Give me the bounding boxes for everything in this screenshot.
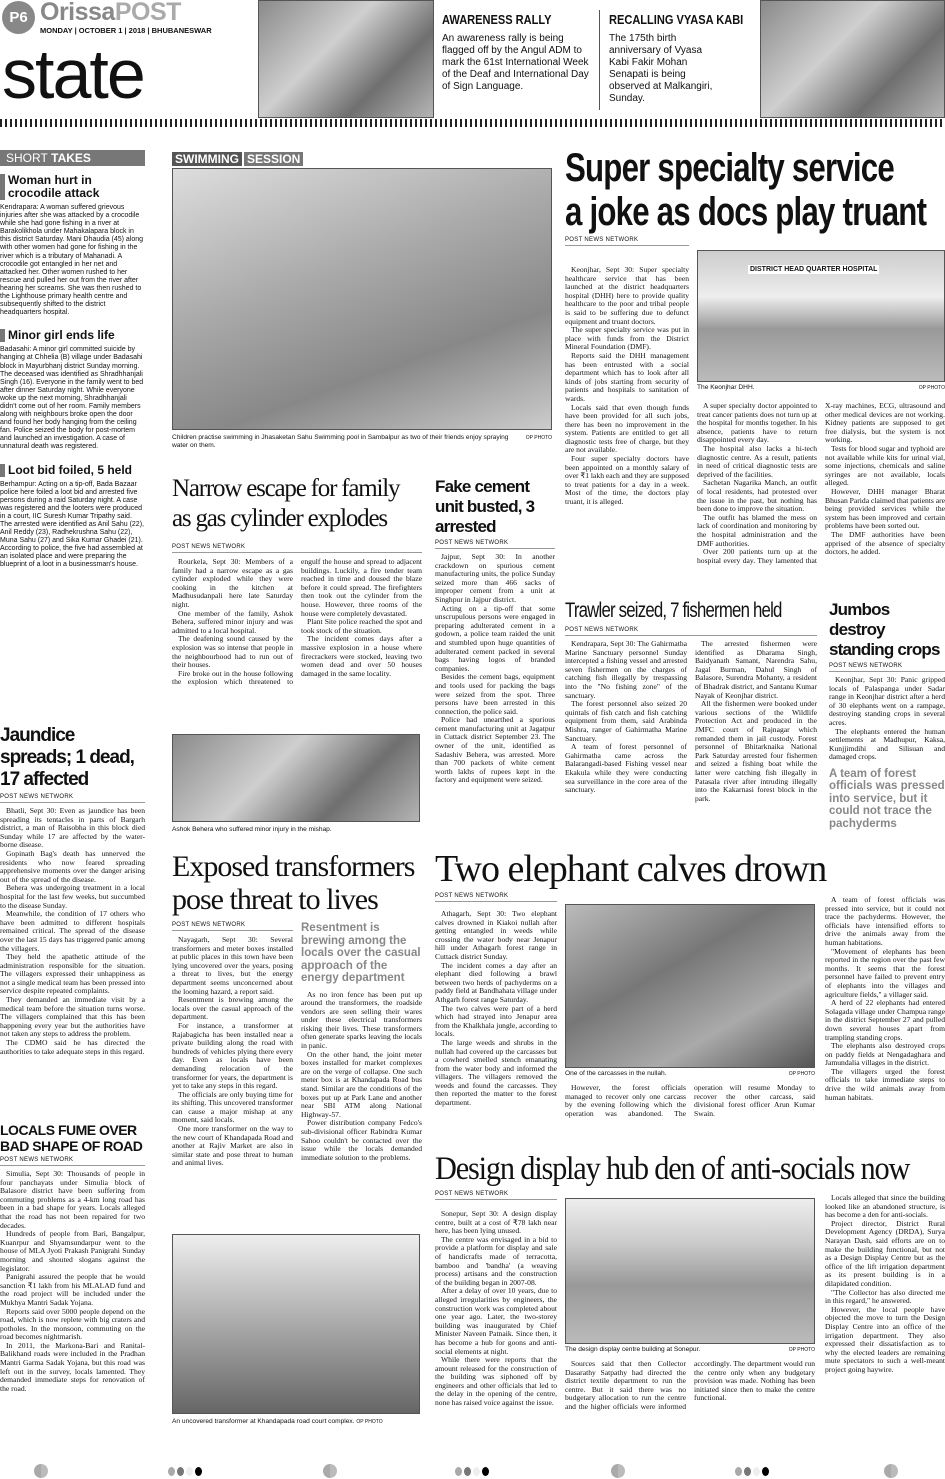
byline: POST NEWS NETWORK	[435, 1191, 557, 1200]
paragraph: After a delay of over 10 years, due to alleged irregularities by engineers, the construction work was completed about one year ago. Later, the two-storey building was inaugurated by Chief Minister Naveen Patnaik. Since then, it has become a hub for goons and anti-social elements at night.	[435, 1286, 557, 1356]
hospital-sign: DISTRICT HEAD QUARTER HOSPITAL	[750, 266, 878, 273]
paragraph: The officials are only buying time for its shifting. This uncovered transformer can cause a major mishap at any moment, said locals.	[172, 1089, 293, 1125]
story-body-continued	[825, 1194, 945, 1440]
paragraph: The villagers urged the forest officials to take immediate steps to drive the wild animals away from human habitats.	[825, 1066, 945, 1102]
color-bar	[455, 1467, 489, 1476]
registration-mark	[884, 1464, 898, 1478]
teaser-text: The 175th birth anniversary of Vyasa Kabi Fakir Mohan Senapati is being observed at Malkangiri, Sunday.	[609, 33, 713, 104]
paragraph: The CDMO said he has directed the authorities to take adequate steps in this regard.	[0, 1038, 145, 1056]
paragraph: Gopinath Bag's death has unnerved the residents who now feared spreading apprehensive moments over the danger arising out of the spread of the disease.	[0, 848, 145, 884]
building-photo	[565, 1198, 815, 1344]
byline: POST NEWS NETWORK	[0, 794, 145, 803]
story-gas-cylinder	[172, 474, 422, 840]
photo-caption	[172, 434, 552, 450]
paragraph: The hospital also lacks a hi-tech diagnostic centre. As a result, patients in need of critical diagnostic tests are deprived of the facilities.	[697, 443, 817, 479]
paragraph: Police had unearthed a spurious cement manufacturing unit at Jagatpur in Cuttack district September 23. The owner of the unit, identified as Sadashiv Behera, was arrested. More than 700 packets of white cement worth lakhs of rupees kept in the factory and equipment were seized.	[435, 715, 555, 785]
headline: Narrow escape for family as gas cylinder explodes	[172, 475, 400, 532]
paragraph: The two calves were part of a herd which had strayed into Jenapur area from the Khalkhala jungle, according to locals.	[435, 1003, 557, 1039]
paragraph: All the fishermen were booked under various sections of the Wildlife Protection Act and produced in the JMFC court of Rajnagar which remanded them in jail custody. Forest personnel of Bhitarknaika National Park Saturday arrested four fishermen and seized a fishing boat while the latter were catching fish illegally in Patasala river after intruding illegally into the Kakarnasi forest block in the park.	[695, 699, 817, 803]
story-body-continued	[565, 1084, 815, 1140]
paragraph: Hundreds of people from Bari, Bangalpur, Kuanrpur and Shyamsundarpur went to the house of MLA Jyoti Prakash Panigrahi Sunday morning and shouted slogans against the legislator.	[0, 1229, 145, 1273]
brief-body: Badasahi: A minor girl committed suicide by hanging at Chhelia (B) village under Badasahi block in Mayurbhanj district Sunday morning. The deceased was identified as Shradhhanjali Singh (16). Everyone in the family went to bed after dinner Saturday night. While everyone woke up the next morning, Shradhhanjali didn't come out of her room. Family members along with neighbours broke open the door and found her body hanging from the ceiling fan. Police seized the body for post-mortem and launched an investigation. A case of unnatural death was registered.	[0, 346, 144, 451]
registration-mark	[323, 1464, 337, 1478]
headline: Two elephant calves drown	[435, 848, 827, 890]
paragraph: A herd of 22 elephants had entered Solagada village under Champua range in the district September 27 and pulled down several houses apart from trampling standing crops.	[825, 998, 945, 1042]
paragraph: Acting on a tip-off that some unscrupulous persons were engaged in preparing adulterated cement in a godown, a police team raided the unit and stumbled upon huge quantities of adulterated cement packed in several bags having logos of branded companies.	[435, 603, 555, 673]
paragraph: A super specialty doctor appointed to treat cancer patients does not turn up at the hospital for months together. In his absence, patients have to return disappointed every day.	[697, 401, 817, 445]
paragraph: Simulia, Sept 30: Thousands of people in four panchayats under Simulia block of Balasore district have been suffering from commuting problems as a 4-km long road has been in a bad shape for years. Locals alleged that the road has not been repaired for two decades.	[0, 1169, 145, 1230]
paragraph: Tests for blood sugar and typhoid are not available while kits for urinal vial, some injections, chemicals and saline syringes are not available, locals alleged.	[825, 443, 945, 488]
paragraph: Athagarh, Sept 30: Two elephant calves drowned in Kiakoi nullah after getting entangled in weeds while crossing the water body near Jenapur hill under Athagarh forest range in Cuttack district Sunday.	[435, 909, 557, 961]
story-body-continued	[565, 1360, 815, 1440]
teaser-title: AWARENESS RALLY	[442, 12, 552, 27]
teaser-text: An awareness rally is being flagged off by the Angul ADM to mark the 61st International Week of the Deaf and International Day of Sign Language.	[442, 33, 589, 92]
brand-logo-a: Orissa	[40, 0, 115, 26]
paragraph: The forest personnel also seized 20 quintals of fish catch and fish catching equipment from them, said Arabinda Mishra, ranger of Gahirmatha Marine Sanctuary.	[565, 699, 687, 743]
short-takes	[0, 150, 145, 715]
paragraph: However, the forest officials managed to recover only one carcass by the evening following which the operation was abandoned. The operation will resume Monday to recover the other carcass, said divisional forest officer Arun Kumar Swain.	[565, 1083, 815, 1118]
paragraph: The large weeds and shrubs in the nullah had covered up the carcasses but a cowherd smelled stench emanating from the water body and informed the villagers. The villagers removed the weeds and found the carcasses. They then reported the matter to the forest department.	[435, 1037, 557, 1108]
byline: POST NEWS NETWORK	[565, 237, 689, 246]
brief-headline: Woman hurt in crocodile attack	[0, 174, 145, 200]
paragraph: A team of forest personnel of Gahirmatha came across the Balarangadi-based Fishing vessel near Ekakula while they were conducting sea surveillance in the core area of the sanctuary.	[565, 742, 687, 795]
photo-label	[172, 152, 552, 166]
story-body	[829, 676, 945, 762]
registration-mark	[611, 1464, 625, 1478]
paragraph: Keonjhar, Sept 30: Panic gripped locals of Palaspanga under Sadar range in Keonjhar district after a herd of 30 elephants went on a rampage, destroying standing crops in several acres.	[829, 675, 945, 727]
paragraph: However, the local people have objected the move to turn the Design Display Centre into an office of the irrigation department. They also expressed their dissatisfaction as to why the elected leaders are remaining mute spectators to such a well-meant project going haywire.	[825, 1304, 945, 1374]
photo-label-b: SESSION	[244, 152, 303, 166]
paragraph: Keonjhar, Sept 30: Super specialty healthcare service that has been launched at the district headquarters hospital (DHH) here to provide quality healthcare to the poor and tribal people is said to be suffering due to defunct equipment and truant doctors.	[565, 265, 689, 326]
story-trawler	[565, 598, 817, 838]
pull-quote: A team of forest officials was pressed into service, but it could not trace the pachyderms	[829, 767, 945, 830]
brief-headline: Loot bid foiled, 5 held	[0, 464, 145, 477]
paragraph: The deafening sound caused by the explosion was so intense that people in the neighbourhood had to run out of their houses.	[172, 634, 293, 670]
swimming-photo	[172, 168, 552, 430]
page-number-badge: P6	[2, 1, 35, 34]
paragraph: On the other hand, the joint meter boxes installed for market complexes are on the verge of collapse. One such meter box is at Khandapada Road bus stand. Similar are the conditions of the boxes put up at Park Lane and another near SBI ATM along National Highway-57.	[301, 1049, 422, 1119]
paragraph: The centre was envisaged in a bid to provide a platform for display and sale of handicrafts made of terracotta, bamboo and 'bandha' (a weaving process) artisans and the construction of the building began in 2007-08.	[435, 1234, 557, 1287]
teaser-vyasa	[609, 12, 757, 116]
carcass-photo-block	[565, 904, 815, 1080]
byline: POST NEWS NETWORK	[0, 1157, 145, 1166]
paragraph: As no iron fence has been put up around the transformers, the roadside vendors are seen selling their wares under these electrical transformers risking their lives. These transformers often generate sparks leaving the locals in panic.	[301, 989, 422, 1051]
paragraph: One member of the family, Ashok Behera, suffered minor injury and was admitted to a local hospital.	[172, 608, 293, 635]
swimming-photo-feature	[172, 152, 552, 464]
paragraph: Panigrahi assured the people that he would sanction ₹1 lakh from his MLALAD fund and the road project will be included under the Mukhya Mantri Sadak Yojana.	[0, 1272, 145, 1307]
story-design-display	[435, 1150, 945, 1440]
paragraph: Bhatli, Sept 30: Even as jaundice has been spreading its tentacles in parts of Bargarh district, a man of Raisobha in this block died Sunday while 17 are affected by the water-borne disease.	[0, 806, 145, 850]
paragraph: For instance, a transformer at Rajabagicha has been installed near a private building along the road with hundreds of vehicles plying there every day. Even as locals have been demanding relocation of the transformer for years, the department is yet to take any steps in this regard.	[172, 1020, 293, 1091]
paragraph: Besides the cement bags, equipment and tools used for packing the bags were seized from the spot. Three persons have been arrested in this connection, the police said.	[435, 672, 555, 716]
headline: Exposed transformers pose threat to lives	[172, 850, 415, 916]
paragraph: Reports said over 5000 people depend on the road, which is now replete with big craters and potholes. In the monsoon, commuting on the road becomes nightmarish.	[0, 1306, 145, 1342]
paragraph: They held the apathetic attitude of the administration responsible for the situation. The villagers expressed their unhappiness as not a single medical team has been pressed into service despite repeated complaints.	[0, 952, 145, 996]
carcass-photo	[565, 904, 815, 1068]
photo-caption	[697, 384, 945, 392]
injured-man-photo	[172, 734, 420, 822]
paragraph: They demanded an immediate visit by a medical team before the situation turns worse. The villagers complained that this has been happening every year but the authorities have not taken any steps to address the problem.	[0, 995, 145, 1039]
brand-logo	[40, 0, 181, 27]
brand-logo-b: POST	[114, 0, 181, 26]
short-takes-label	[0, 150, 145, 166]
story-locals-road	[0, 1122, 145, 1437]
paragraph: "Movement of elephants has been reported in the region over the past few months. It seems that the forest personnel have failed to prevent entry of elephants into the villages and agriculture fields," a villager said.	[825, 946, 945, 999]
byline: POST NEWS NETWORK	[829, 663, 945, 672]
headline: Fake cement unit busted, 3 arrested	[435, 477, 535, 536]
paragraph: Jajpur, Sept 30: In another crackdown on spurious cement manufacturing units, the police Sunday seized more than 466 sacks of improper cement from a unit at Singhpur in Jajpur district.	[435, 552, 555, 604]
paragraph: The super specialty service was put in place with funds from the District Mineral Foundation (DMF).	[565, 325, 689, 352]
paragraph: A team of forest officials was pressed into service, but it could not trace the pachyderms. However, the officials have intensified efforts to drive the animals away from the human habitations.	[825, 895, 945, 947]
paragraph: Sonepur, Sept 30: A design display centre, built at a cost of ₹78 lakh near here, has been lying unused.	[435, 1209, 557, 1236]
paragraph: Behera was undergoing treatment in a local hospital for the last few weeks, but succumbed to the disease Sunday.	[0, 883, 145, 910]
headline-line-2: a joke as docs play truant	[565, 190, 927, 234]
paragraph: Kendrapara, Sept 30: The Gahirmatha Marine Sanctuary personnel Sunday intercepted a fishing vessel and arrested seven fishermen on the charges of catching fish illegally by trespassing into the "No fishing zone" of the sanctuary.	[565, 639, 687, 700]
paragraph: The outfit has blamed the mess on lack of coordination and monitoring by the hospital administration and the DMF authorities.	[697, 512, 817, 548]
brief-body: Berhampur: Acting on a tip-off, Bada Bazaar police here foiled a loot bid and arrested five persons during a raid Saturday night. A case was registered and the looters were produced in a court, IIC Suresh Kumar Tripathy said. The arrested were identified as Anil Sahu (22), Anil Reddy (23), Radhekrushna Sahu (22), Muna Sahu (27) and Sika Kumar Ghadei (21). According to police, the five had assembled at an isolated place and were preparing the blueprint of a loot in a businessman's house.	[0, 480, 144, 569]
paragraph: Nayagarh, Sept 30: Several transformers and meter boxes installed at public places in this town have been lying uncovered over the years, posing a threat to lives, but the energy department seems unconcerned about the looming hazard, a report said.	[172, 935, 293, 996]
paragraph: The elephants entered the human settlements at Madhupur, Kaksa, Kunjjimdihi and Silisuan and damaged crops.	[829, 726, 945, 762]
byline: POST NEWS NETWORK	[565, 627, 817, 636]
photo-credit: OP PHOTO	[788, 1347, 815, 1353]
teaser-divider	[599, 10, 600, 110]
photo-credit: OP PHOTO	[356, 1419, 383, 1425]
byline: POST NEWS NETWORK	[435, 893, 557, 902]
paragraph: Project director, District Rural Development Agency (DRDA), Surya Narayan Dash, said efforts are on to make the building functional, but not as a Design Display Centre but as the office of the lift irrigation department as its present building is in a dilapidated condition.	[825, 1218, 945, 1288]
story-body	[172, 936, 293, 1228]
paragraph: Reports said the DHH management has been entrusted with a social department which has to look after all kinds of jobs starting from security of patients and hospitals to sanitation of wards.	[565, 350, 689, 403]
story-body-continued	[697, 402, 945, 591]
masthead	[0, 0, 258, 118]
story-jaundice	[0, 725, 145, 1117]
photo-credit: OP PHOTO	[788, 1071, 815, 1077]
teaser-awareness	[442, 12, 592, 116]
paragraph: Locals alleged that since the building looked like an abandoned structure, is has become a den for anti-socials.	[825, 1193, 945, 1220]
registration-mark	[34, 1464, 48, 1478]
right-column	[301, 922, 422, 1228]
teaser-title: RECALLING VYASA KABI	[609, 12, 744, 27]
paragraph: The arrested fishermen were identified as Dharama Singh, Baidyanath Samant, Narendra Sahu, Jagal Burman, Dahul Singh of Balasore, Surendra Mohanty, a resident of Bhadrak district, and Santanu Kumar Nayak of Keonjhar district.	[695, 639, 817, 700]
caption-text: Children practise swimming in Jhasaketan Sahu Swimming pool in Sambalpur as two of their friends enjoy spraying water on them.	[172, 434, 509, 449]
paragraph: Plant Site police reached the spot and took stock of the situation.	[301, 617, 422, 635]
story-body	[0, 807, 145, 1056]
paragraph: The DMF authorities have been apprised of the absence of specialty doctors, he added.	[825, 529, 945, 557]
section-title: state	[2, 35, 144, 113]
story-body-continued	[301, 991, 422, 1163]
byline: POST NEWS NETWORK	[172, 544, 422, 553]
brief-body: Kendrapara: A woman suffered grievous injuries after she was attacked by a crocodile while she had gone fishing in a river at Barakolikhola under Mahakalapara block in this district Saturday. Mani Dhaudia (45) along with other women had gone for fishing in the river which is a tributary of Mahanadi. A crocodile got entangled in her net and attacked her. Other women rushed to her rescue and pulled her out from the river after hearing her screams. She was then rushed to the Lighthouse primary health centre and subsequently shifted to the district headquarters hospital.	[0, 204, 144, 317]
hospital-photo-block	[697, 250, 945, 400]
color-bar	[168, 1467, 202, 1476]
headline: Design display hub den of anti-socials now	[435, 1151, 910, 1187]
photo-label-a: SWIMMING	[172, 152, 242, 166]
caption-text: The Keonjhar DHH.	[697, 384, 755, 391]
story-body	[435, 553, 555, 785]
byline: POST NEWS NETWORK	[172, 922, 293, 931]
paragraph: The elephants also destroyed crops on paddy fields at Nengadaghara and Jamundalia villages in the district.	[825, 1041, 945, 1068]
story-jumbos	[829, 600, 945, 850]
short-takes-label-a: SHORT	[6, 151, 48, 165]
header-rule	[0, 119, 945, 127]
byline: POST NEWS NETWORK	[435, 540, 555, 549]
paragraph: In 2011, the Markona-Bari and Ranital-Balikhand roads were included in the Pradhan Mantri Garma Sadak Yojana, but this road was left out in the survey, locals lamented. They demanded immediate steps for renovation of the road.	[0, 1340, 145, 1393]
photo-caption	[565, 1070, 815, 1078]
transformer-photo	[172, 1234, 420, 1414]
story-fake-cement	[435, 477, 555, 839]
story-body	[565, 640, 817, 838]
headline: Trawler seized, 7 fishermen held	[565, 599, 782, 622]
story-elephant-calves	[435, 848, 945, 1140]
paragraph: Meanwhile, the condition of 17 others who have been admitted to different hospitals remained critical. The spread of the disease over the last 15 days has triggered panic among the villagers.	[0, 909, 145, 953]
paragraph: Sources said that then Collector Dasarathy Satpathy had directed the district textile department to run the centre. But it said there was no budgetary allocation to run the centre and the higher officials were informed accordingly. The department would run the centre only when any budgetary provision was made. Nothing has been initiated since then to make the centre functional.	[565, 1359, 815, 1411]
pull-quote: Resentment is brewing among the locals over the casual approach of the energy department	[301, 922, 421, 984]
paragraph: One more transformer on the way to the new court of Khandapada Road and another at Rajiv Market are also in similar state and pose threat to human and animal lives.	[172, 1124, 293, 1168]
story-body	[435, 1210, 557, 1440]
paragraph: Over 200 patients turn up at the hospital every day. They lamented that X-ray machines, ECG, ultrasound and other medical devices are not working. Kidney patients are supposed to get free dialysis, but the system is not working.	[697, 401, 945, 565]
headline: Jaundice spreads; 1 dead, 17 affected	[0, 725, 134, 790]
paragraph: Rourkela, Sept 30: Members of a family had a narrow escape as a gas cylinder exploded while they were cooking in the kitchen at Madhusudanpali here late Saturday night.	[172, 557, 293, 609]
color-bar	[735, 1467, 769, 1476]
paragraph: Sachetan Nagarika Manch, an outfit of local residents, had protested over the issue in the past, but nothing has been done to improve the situation.	[697, 478, 817, 514]
paragraph: While there were reports that the amount released for the construction of the building was siphoned off by engineers and other officials that led to the delay in the opening of the centre, none has raised voice against the issue.	[435, 1355, 557, 1408]
story-body	[565, 266, 689, 591]
paragraph: "The Collector has also directed me in this regard," he answered.	[825, 1287, 945, 1306]
paragraph: Four super specialty doctors have been appointed on a monthly salary of over ₹1 lakh each and they are supposed to treat patients for a day in a week. Most of the time, the doctors play truant, it is alleged.	[565, 454, 689, 507]
rally-photo	[258, 0, 434, 118]
paragraph: Locals said that even though funds have been provided for all such jobs, there has been no improvement in the system. Patients are entitled to get all diagnostic tests free of charge, but they are not available.	[565, 402, 689, 455]
caption-text: The design display centre building at Sonepur.	[565, 1346, 701, 1353]
short-takes-label-b: TAKES	[51, 151, 91, 165]
vyasa-photo	[760, 0, 945, 118]
caption-text: An uncovered transformer at Khandapada road court complex.	[172, 1418, 355, 1425]
story-body	[435, 910, 557, 1140]
photo-caption: Ashok Behera who suffered minor injury in the mishap.	[172, 826, 332, 833]
photo-caption	[565, 1346, 815, 1354]
paragraph: The incident comes a day after an elephant died following a brawl between two herds of pachyderms on a paddy field at Bandhahata village under Athgarh forest range Saturday.	[435, 960, 557, 1004]
story-transformers	[172, 850, 422, 1440]
paragraph: The incident comes days after a massive explosion in a house where firecrackers were stocked, leaving two women dead and over 50 houses damaged in the same locality.	[301, 634, 422, 678]
story-super-specialty	[565, 146, 945, 591]
photo-credit: OP PHOTO	[918, 385, 945, 391]
building-photo-block	[565, 1198, 815, 1356]
paragraph: However, DHH manager Bharat Bhusan Parida claimed that patients are being provided services while the system has been improved and certain problems have been sorted out.	[825, 486, 945, 531]
dateline: MONDAY | OCTOBER 1 | 2018 | BHUBANESWAR	[40, 26, 212, 35]
story-body	[0, 1170, 145, 1393]
story-body	[172, 558, 422, 730]
paragraph: Fire broke out in the house following the explosion which threatened to engulf the house and spread to adjacent buildings. Luckily, a fire tender team reached in time and doused the blaze before it could spread. The firefighters then took out the cylinder from the house. However, three rooms of the house were completely devastated.	[172, 557, 422, 687]
headline-line-1: Super specialty service	[565, 146, 894, 190]
paragraph: Power distribution company Fedco's sub-divisional officer Rabindra Kumar Sahoo couldn't be contacted over the issue while the locals demanded immediate solution to the problems.	[301, 1118, 422, 1162]
headline: Jumbos destroy standing crops	[829, 600, 940, 659]
caption-text: One of the carcasses in the nullah.	[565, 1070, 667, 1077]
brief-headline: Minor girl ends life	[0, 329, 145, 342]
photo-credit: OP PHOTO	[525, 435, 552, 441]
paragraph: Resentment is brewing among the locals over the casual approach of the department.	[172, 995, 293, 1022]
hospital-photo	[697, 250, 945, 382]
story-body-continued	[825, 896, 945, 1140]
photo-caption	[172, 1418, 422, 1426]
headline: LOCALS FUME OVER BAD SHAPE OF ROAD	[0, 1122, 143, 1154]
